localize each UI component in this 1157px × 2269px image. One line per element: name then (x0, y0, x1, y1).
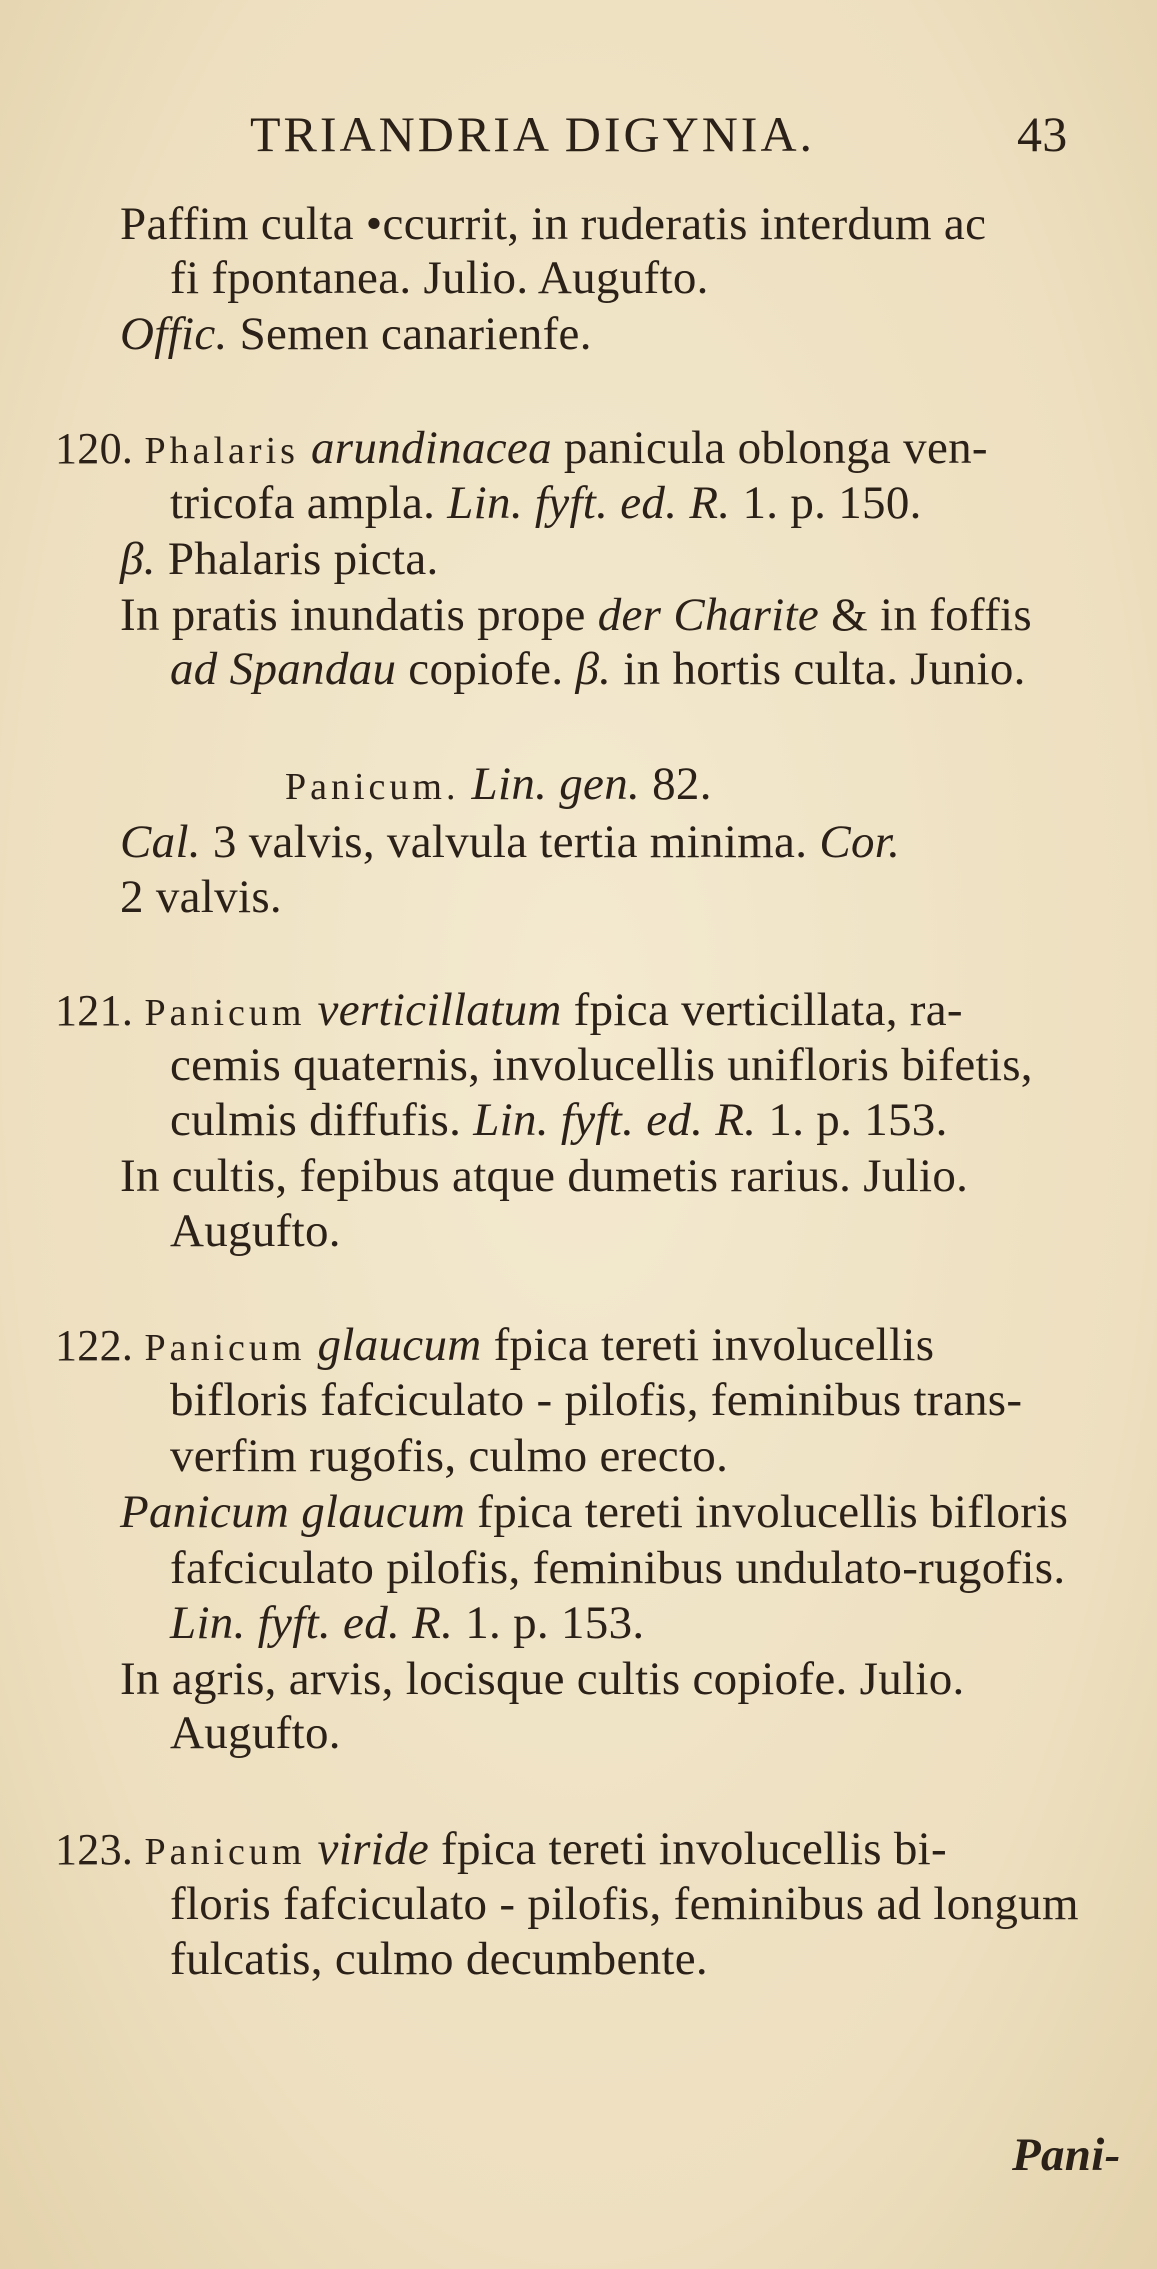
text-span: fafciculato pilofis, feminibus undulato-rugofis. (170, 1542, 1066, 1594)
text-line (170, 1037, 1033, 1093)
text-line (120, 1651, 965, 1707)
italic-text: Lin. gen. (471, 758, 641, 810)
text-line (170, 1428, 728, 1484)
text-span: fulcatis, culmo decumbente. (170, 1933, 708, 1985)
text-span: cemis quaternis, involucellis unifloris bifetis, (170, 1039, 1033, 1091)
text-span: 82. (640, 758, 712, 810)
text-span: verfim rugofis, culmo erecto. (170, 1430, 729, 1482)
text-span: Phalaris picta. (155, 533, 439, 585)
text-line (55, 420, 988, 479)
text-span: Semen canarienfe. (227, 308, 592, 360)
genus-name: Panicum (144, 992, 306, 1034)
italic-text: Lin. fyft. ed. R. (447, 477, 731, 529)
text-span: 1. p. 153. (756, 1094, 948, 1146)
italic-text: glaucum (317, 1319, 482, 1371)
text-line (120, 814, 900, 870)
text-line (55, 1317, 934, 1376)
text-span: fpica tereti involucellis bi- (428, 1823, 947, 1875)
italic-text: Cor. (819, 816, 901, 868)
text-span: Paffim culta •ccurrit, in ruderatis interdum ac (120, 198, 987, 250)
text-span: In agris, arvis, locisque cultis copiofe. Julio. (120, 1653, 965, 1705)
text-span: 1. p. 153. (453, 1597, 645, 1649)
text-span: tricofa ampla. (170, 477, 448, 529)
text-line (120, 196, 986, 252)
text-span: 1. p. 150. (730, 477, 922, 529)
text-span: panicula oblonga ven- (551, 422, 988, 474)
text-line (285, 756, 712, 815)
page-number: 43 (1017, 106, 1068, 162)
text-span (305, 984, 317, 1036)
entry-number: 123. (55, 1825, 145, 1874)
italic-text: Lin. fyft. ed. R. (473, 1094, 757, 1146)
text-line (170, 641, 1026, 697)
italic-text: arundinacea (311, 422, 552, 474)
text-line (120, 1484, 1068, 1540)
italic-text: Offic. (120, 308, 228, 360)
text-line (170, 1705, 341, 1761)
italic-text: β. (120, 533, 156, 585)
text-span: In pratis inundatis prope (120, 589, 598, 641)
text-line (120, 869, 282, 925)
text-span: 3 valvis, valvula tertia minima. (200, 816, 820, 868)
genus-name: Phalaris (144, 430, 299, 472)
text-span: Augufto. (170, 1707, 341, 1759)
text-span: in hortis culta. Junio. (611, 643, 1026, 695)
text-line (170, 1540, 1065, 1596)
text-line (120, 1148, 968, 1204)
text-line (170, 1092, 948, 1148)
text-span (459, 758, 471, 810)
italic-text: Panicum glaucum (120, 1486, 466, 1538)
text-span: bifloris fafciculato - pilofis, feminibus trans- (170, 1374, 1023, 1426)
text-line (170, 1372, 1022, 1428)
text-line (55, 1821, 947, 1880)
running-header: TRIANDRIA DIGYNIA. (250, 106, 816, 162)
italic-text: β. (575, 643, 612, 695)
text-span: floris fafciculato - pilofis, feminibus ad longum (170, 1878, 1079, 1930)
genus-name: Panicum. (285, 766, 460, 808)
text-span (305, 1823, 317, 1875)
genus-name: Panicum (144, 1327, 306, 1369)
text-line (170, 1931, 708, 1987)
text-span: In cultis, fepibus atque dumetis rarius. Julio. (120, 1150, 969, 1202)
text-line (170, 250, 709, 306)
text-span: copiofe. (396, 643, 576, 695)
text-line (170, 1876, 1079, 1932)
italic-text: viride (317, 1823, 429, 1875)
text-span: 2 valvis. (120, 871, 282, 923)
text-span: & in foffis (819, 589, 1032, 641)
entry-number: 120. (55, 424, 145, 473)
text-span: fpica tereti involucellis (481, 1319, 935, 1371)
genus-name: Panicum (144, 1831, 306, 1873)
text-line (120, 306, 592, 362)
text-line (120, 587, 1032, 643)
text-span (305, 1319, 317, 1371)
entry-number: 121. (55, 986, 145, 1035)
italic-text: der Charite (597, 589, 820, 641)
text-line (170, 475, 922, 531)
italic-text: Cal. (120, 816, 201, 868)
text-line (55, 982, 963, 1041)
text-span: culmis diffufis. (170, 1094, 474, 1146)
text-span (299, 422, 311, 474)
text-span: Augufto. (170, 1205, 341, 1257)
catchword: Pani- (1012, 2129, 1121, 2181)
italic-text: verticillatum (317, 984, 562, 1036)
text-span: fi fpontanea. Julio. Augufto. (170, 252, 709, 304)
entry-number: 122. (55, 1321, 145, 1370)
text-line (120, 531, 439, 587)
italic-text: ad Spandau (170, 643, 397, 695)
text-span: fpica tereti involucellis bifloris (465, 1486, 1069, 1538)
text-line (170, 1203, 341, 1259)
italic-text: Lin. fyft. ed. R. (170, 1597, 454, 1649)
text-line (170, 1595, 644, 1651)
text-span: fpica verticillata, ra- (561, 984, 963, 1036)
